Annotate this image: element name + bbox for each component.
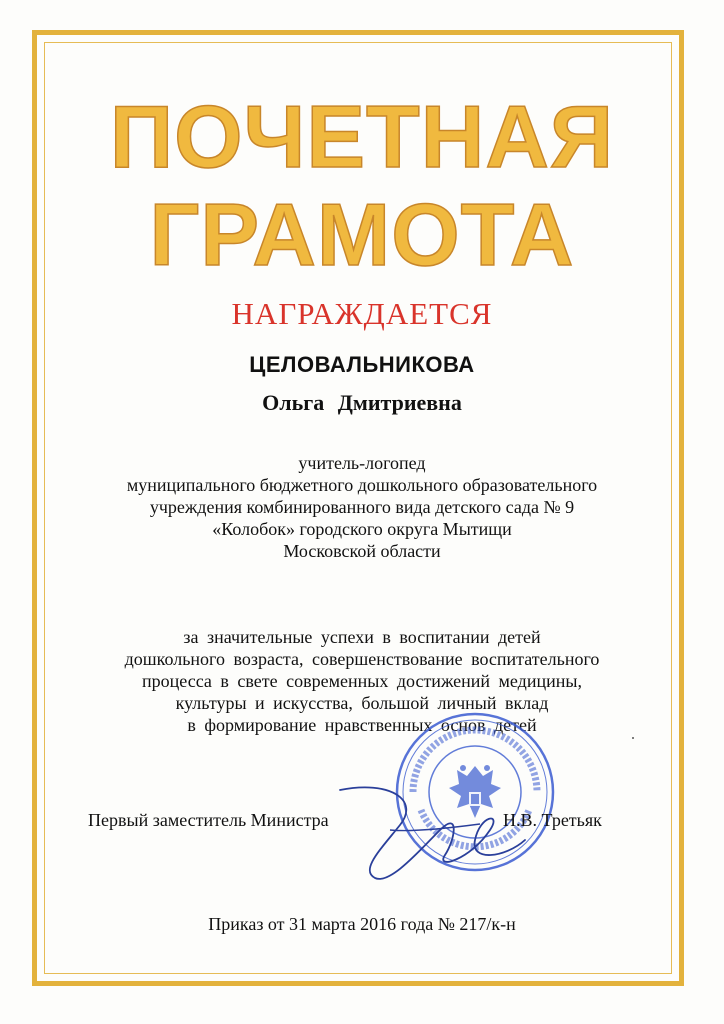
title-line-1: ПОЧЕТНАЯ xyxy=(109,87,615,186)
signer-name: Н.В. Третьяк xyxy=(503,810,602,830)
reason-line: дошкольного возраста, совершенствование воспитательного xyxy=(124,649,600,669)
position-line: «Колобок» городского округа Мытищи xyxy=(212,519,512,539)
reason-line: за значительные успехи в воспитании детей xyxy=(183,627,541,647)
position-line: учитель-логопед xyxy=(298,453,426,473)
reason-line: в формирование нравственных основ детей xyxy=(187,715,537,735)
reason-line: процесса в свете современных достижений медицины, xyxy=(142,671,582,691)
signature xyxy=(330,770,530,890)
awarded-label: НАГРАЖДАЕТСЯ xyxy=(231,296,493,331)
position-line: муниципального бюджетного дошкольного образовательного xyxy=(126,475,598,495)
position-line: Московской области xyxy=(283,541,441,561)
scan-speck xyxy=(632,737,634,739)
position-line: учреждения комбинированного вида детского сада № 9 xyxy=(149,497,575,517)
title-line-2: ГРАМОТА xyxy=(149,185,575,284)
reason-line: культуры и искусства, большой личный вклад xyxy=(175,693,549,713)
award-reason xyxy=(70,626,654,736)
signer-title: Первый заместитель Министра xyxy=(88,810,329,830)
recipient-given-names: Ольга Дмитриевна xyxy=(262,390,462,415)
recipient-surname: ЦЕЛОВАЛЬНИКОВА xyxy=(249,352,475,377)
recipient-position xyxy=(90,452,634,562)
order-reference: Приказ от 31 марта 2016 года № 217/к-н xyxy=(208,914,516,934)
